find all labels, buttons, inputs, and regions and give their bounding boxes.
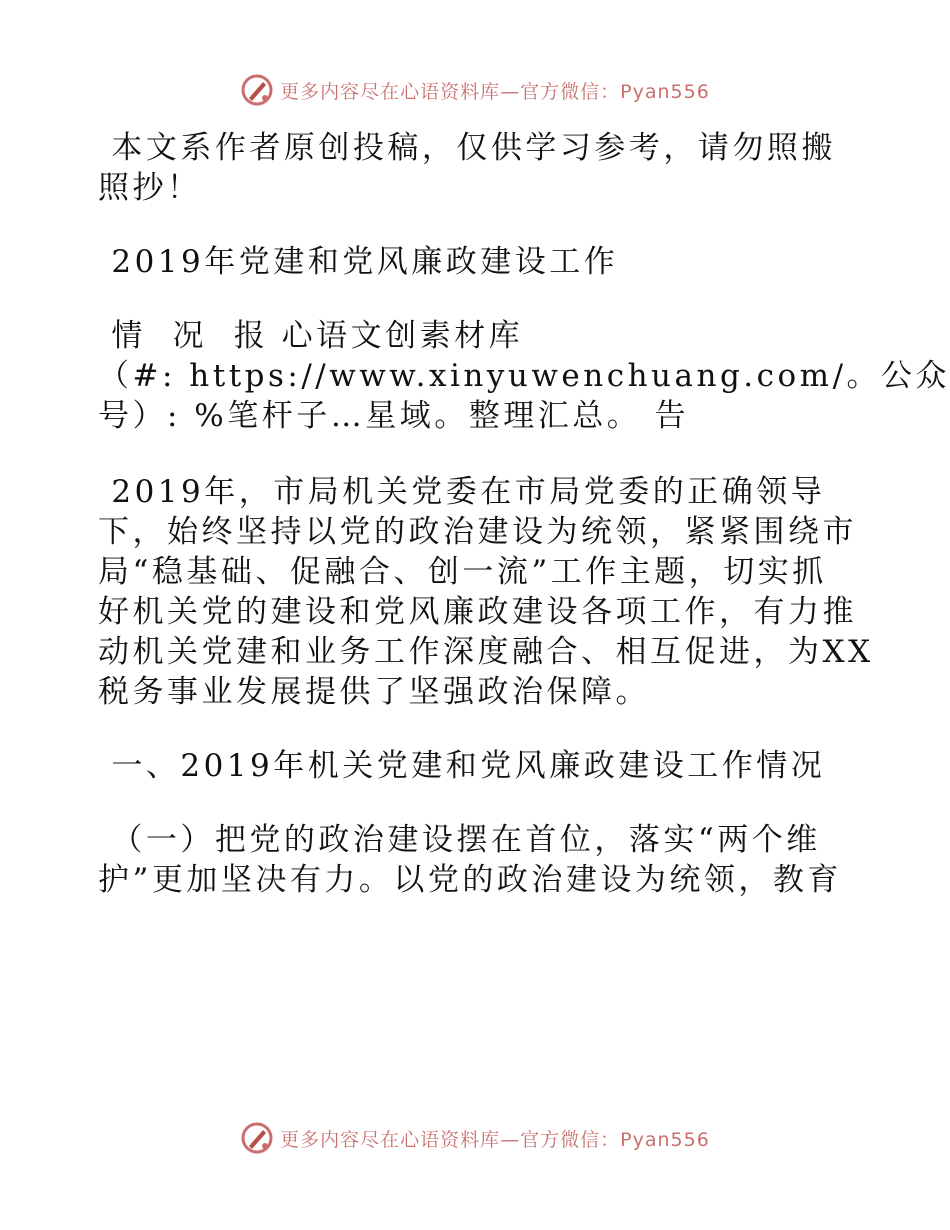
banner-text: 更多内容尽在心语资料库—官方微信：Pyan556 (280, 80, 710, 103)
intro-paragraph: 2019年，市局机关党委在市局党委的正确领导 下，始终坚持以党的政治建设为统领，紧紧围绕市 局“稳基础、促融合、创一流”工作主题，切实抓 好机关党的建设和党风廉政建设各项工作，有力推 动机关党建和业务工作深度融合、相互促进，为XX 税务事业发展提供了坚强政治保障。 (98, 474, 874, 710)
subsection-paragraph: （一）把党的政治建设摆在首位，落实“两个维 护”更加坚决有力。以党的政治建设为统领，教育 (98, 822, 842, 898)
title-continuation: 情 况 报 心语文创素材库 （#: https://www.xinyuwenchuang.com/。公众 号）: %笔杆子…星域。整理汇总。 告 (98, 318, 950, 434)
header-banner (0, 70, 950, 110)
pen-logo-icon (240, 1121, 274, 1155)
banner-text: 更多内容尽在心语资料库—官方微信：Pyan556 (280, 1128, 710, 1151)
section-heading: 一、2019年机关党建和党风廉政建设工作情况 (98, 748, 826, 784)
disclaimer-paragraph: 本文系作者原创投稿，仅供学习参考，请勿照搬 照抄！ (98, 130, 836, 206)
document-title: 2019年党建和党风廉政建设工作 (98, 244, 619, 280)
footer-banner (0, 1118, 950, 1158)
pen-logo-icon (240, 73, 274, 107)
document-body (98, 128, 950, 900)
